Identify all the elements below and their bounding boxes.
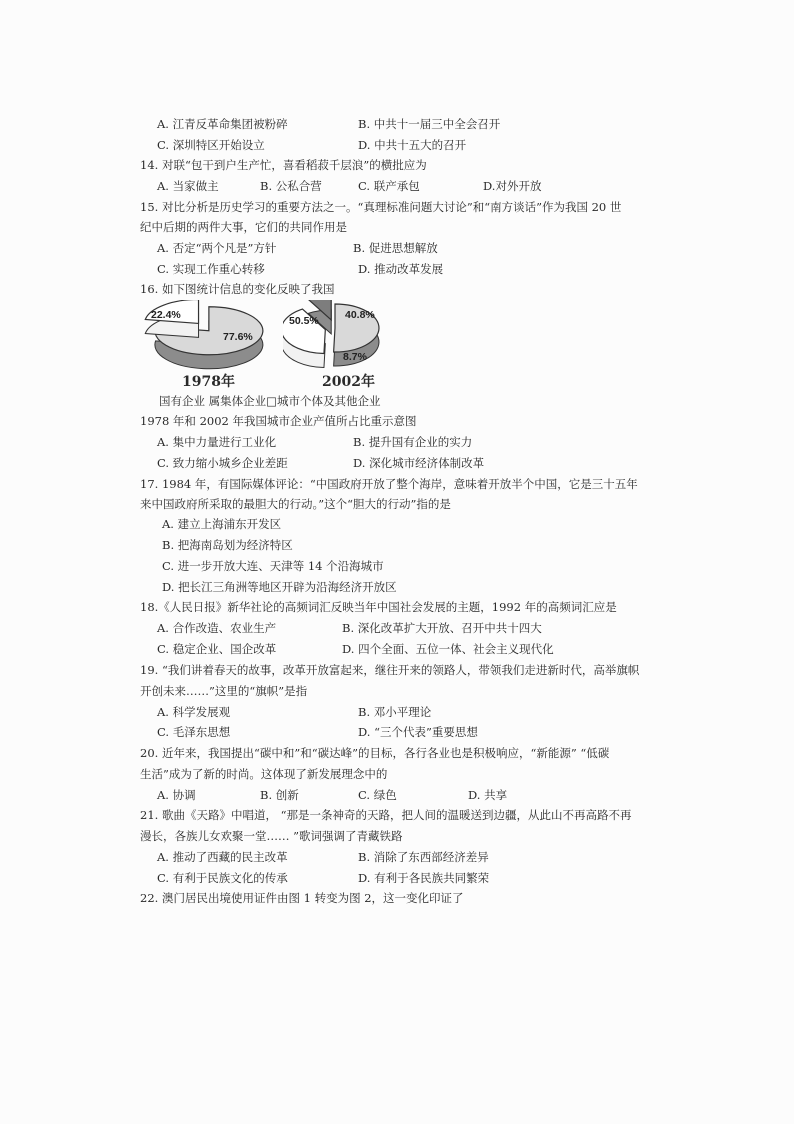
q19-option-a: A. 科学发展观 [157,705,231,719]
q21-option-b: B. 消除了东西部经济差异 [358,850,489,864]
q14-option-c: C. 联产承包 [358,179,420,193]
q14-stem: 14. 对联“包干到户生产忙，喜看稻菽千层浪”的横批应为 [140,158,427,172]
q21-option-c: C. 有利于民族文化的传承 [157,871,288,885]
q19-stem-line2: 开创未来……”这里的“旗帜”是指 [140,684,308,698]
q21-stem-line1: 21. 歌曲《天路》中唱道， “那是一条神奇的天路，把人间的温暖送到边疆，从此山不再高路不再 [140,808,632,822]
pie-label: 40.8% [345,309,375,321]
q16-stem: 16. 如下图统计信息的变化反映了我国 [140,282,335,296]
q13-option-b: B. 中共十一届三中全会召开 [358,117,501,131]
q15-option-b: B. 促进思想解放 [353,241,438,255]
q14-option-b: B. 公私合营 [260,179,322,193]
pie-label: 22.4% [151,309,181,321]
q20-stem-line2: 生活”成为了新的时尚。这体现了新发展理念中的 [140,767,388,781]
pie-chart-1978 [143,300,273,372]
q21-stem-line2: 漫长，各族儿女欢聚一堂…… ”歌词强调了青藏铁路 [140,829,403,843]
chart-caption: 1978 年和 2002 年我国城市企业产值所占比重示意图 [140,414,417,428]
q17-stem-line1: 17. 1984 年，有国际媒体评论：“中国政府开放了整个海岸，意味着开放半个中国，它是三十五年 [140,477,638,491]
q13-option-c: C. 深圳特区开始设立 [157,138,265,152]
q18-option-d: D. 四个全面、五位一体、社会主义现代化 [342,642,554,656]
q19-option-d: D. “三个代表”重要思想 [358,725,478,739]
q16-option-c: C. 致力缩小城乡企业差距 [157,456,288,470]
pie-label: 8.7% [343,351,367,363]
q18-option-b: B. 深化改革扩大开放、召开中共十四大 [342,621,542,635]
q18-option-c: C. 稳定企业、国企改革 [157,642,277,656]
q16-option-a: A. 集中力量进行工业化 [157,435,277,449]
q20-option-b: B. 创新 [260,788,299,802]
q14-option-d: D.对外开放 [483,179,542,193]
q13-option-d: D. 中共十五大的召开 [358,138,467,152]
q17-option-d: D. 把长江三角洲等地区开辟为沿海经济开放区 [162,580,397,594]
q20-option-c: C. 绿色 [358,788,397,802]
q15-option-d: D. 推动改革发展 [358,262,444,276]
q15-option-a: A. 否定“两个凡是”方针 [157,241,277,255]
q15-stem-line2: 纪中后期的两件大事，它们的共同作用是 [140,220,347,234]
q20-stem-line1: 20. 近年来，我国提出“碳中和”和“碳达峰”的目标，各行各业也是积极响应，“新能源” “低碳 [140,746,610,760]
q17-option-b: B. 把海南岛划为经济特区 [162,538,293,552]
q20-option-d: D. 共享 [468,788,508,802]
pie-chart-2002 [283,300,393,372]
q19-stem-line1: 19. “我们讲着春天的故事，改革开放富起来，继往开来的领路人，带领我们走进新时代，高举旗帜 [140,663,640,677]
q17-option-c: C. 进一步开放大连、天津等 14 个沿海城市 [162,559,384,573]
q22-stem: 22. 澳门居民出境使用证件由图 1 转变为图 2，这一变化印证了 [140,891,464,905]
q15-option-c: C. 实现工作重心转移 [157,262,265,276]
q20-option-a: A. 协调 [157,788,196,802]
q17-option-a: A. 建立上海浦东开发区 [162,517,282,531]
q14-option-a: A. 当家做主 [157,179,219,193]
pie-title-2002: 2002年 [322,374,375,390]
pie-label: 50.5% [289,315,319,327]
q16-option-b: B. 提升国有企业的实力 [353,435,473,449]
pie-title-1978: 1978年 [182,374,235,390]
q17-stem-line2: 来中国政府所采取的最胆大的行动。”这个“胆大的行动”指的是 [140,497,451,511]
q19-option-b: B. 邓小平理论 [358,705,432,719]
chart-legend: 国有企业 属集体企业□城市个体及其他企业 [159,394,381,408]
q21-option-a: A. 推动了西藏的民主改革 [157,850,288,864]
q16-option-d: D. 深化城市经济体制改革 [353,456,485,470]
q15-stem-line1: 15. 对比分析是历史学习的重要方法之一。“真理标准问题大讨论”和“南方谈话”作为我国 20 世 [140,200,622,214]
pie-label: 77.6% [223,331,253,343]
q13-option-a: A. 江青反革命集团被粉碎 [157,117,288,131]
q18-option-a: A. 合作改造、农业生产 [157,621,277,635]
q18-stem: 18.《人民日报》新华社论的高频词汇反映当年中国社会发展的主题，1992 年的高频词汇应是 [140,600,617,614]
q19-option-c: C. 毛泽东思想 [157,725,231,739]
q21-option-d: D. 有利于各民族共同繁荣 [358,871,490,885]
